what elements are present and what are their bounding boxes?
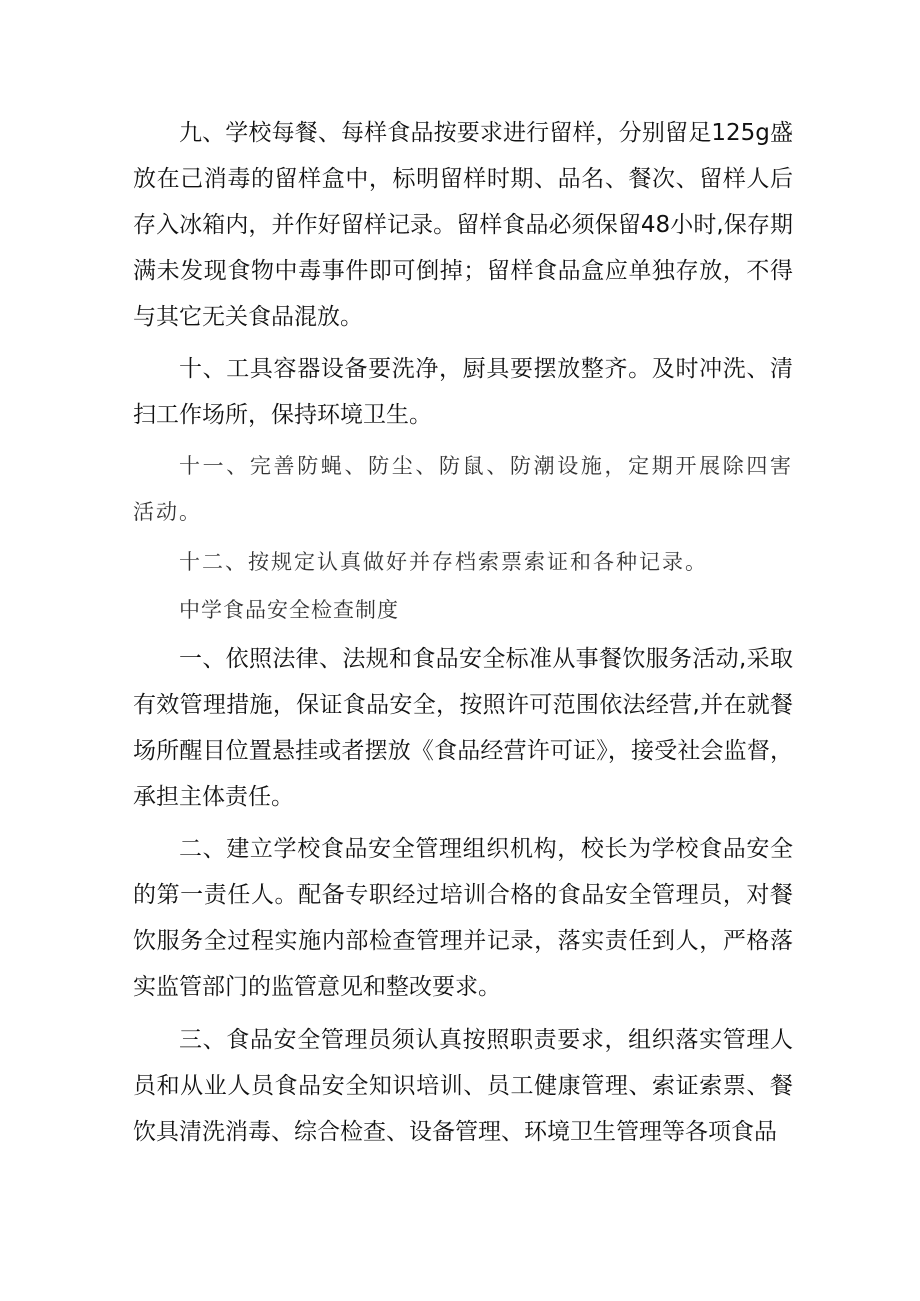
paragraph-item-9: 九、学校每餐、每样食品按要求进行留样，分别留足125g盛放在己消毒的留样盒中，标明留样时期、品名、餐次、留样人后存入冰箱内，并作好留样记录。留样食品必须保留48小时,保存期满未发现食物中毒事件即可倒掉；留样食品盒应单独存放，不得与其它无关食品混放。	[133, 120, 793, 330]
paragraph-item-1: 一、依照法律、法规和食品安全标准从事餐饮服务活动,采取有效管理措施，保证食品安全，按照许可范围依法经营,并在就餐场所醒目位置悬挂或者摆放《食品经营许可证》，接受社会监督，承担主体责任。	[133, 646, 793, 810]
paragraph-item-11: 十一、完善防蝇、防尘、防鼠、防潮设施，定期开展除四害活动。	[133, 454, 793, 524]
section-title: 中学食品安全检查制度	[179, 598, 399, 622]
paragraph-item-2: 二、建立学校食品安全管理组织机构，校长为学校食品安全的第一责任人。配备专职经过培训合格的食品安全管理员，对餐饮服务全过程实施内部检查管理并记录，落实责任到人，严格落实监管部门的监管意见和整改要求。	[133, 836, 793, 1000]
paragraph-item-10: 十、工具容器设备要洗净，厨具要摆放整齐。及时冲洗、清扫工作场所，保持环境卫生。	[133, 356, 793, 428]
paragraph-item-3: 三、食品安全管理员须认真按照职责要求，组织落实管理人员和从业人员食品安全知识培训、员工健康管理、索证索票、餐饮具清洗消毒、综合检查、设备管理、环境卫生管理等各项食品	[133, 1027, 793, 1145]
paragraph-item-12: 十二、按规定认真做好并存档索票索证和各种记录。	[179, 550, 708, 574]
